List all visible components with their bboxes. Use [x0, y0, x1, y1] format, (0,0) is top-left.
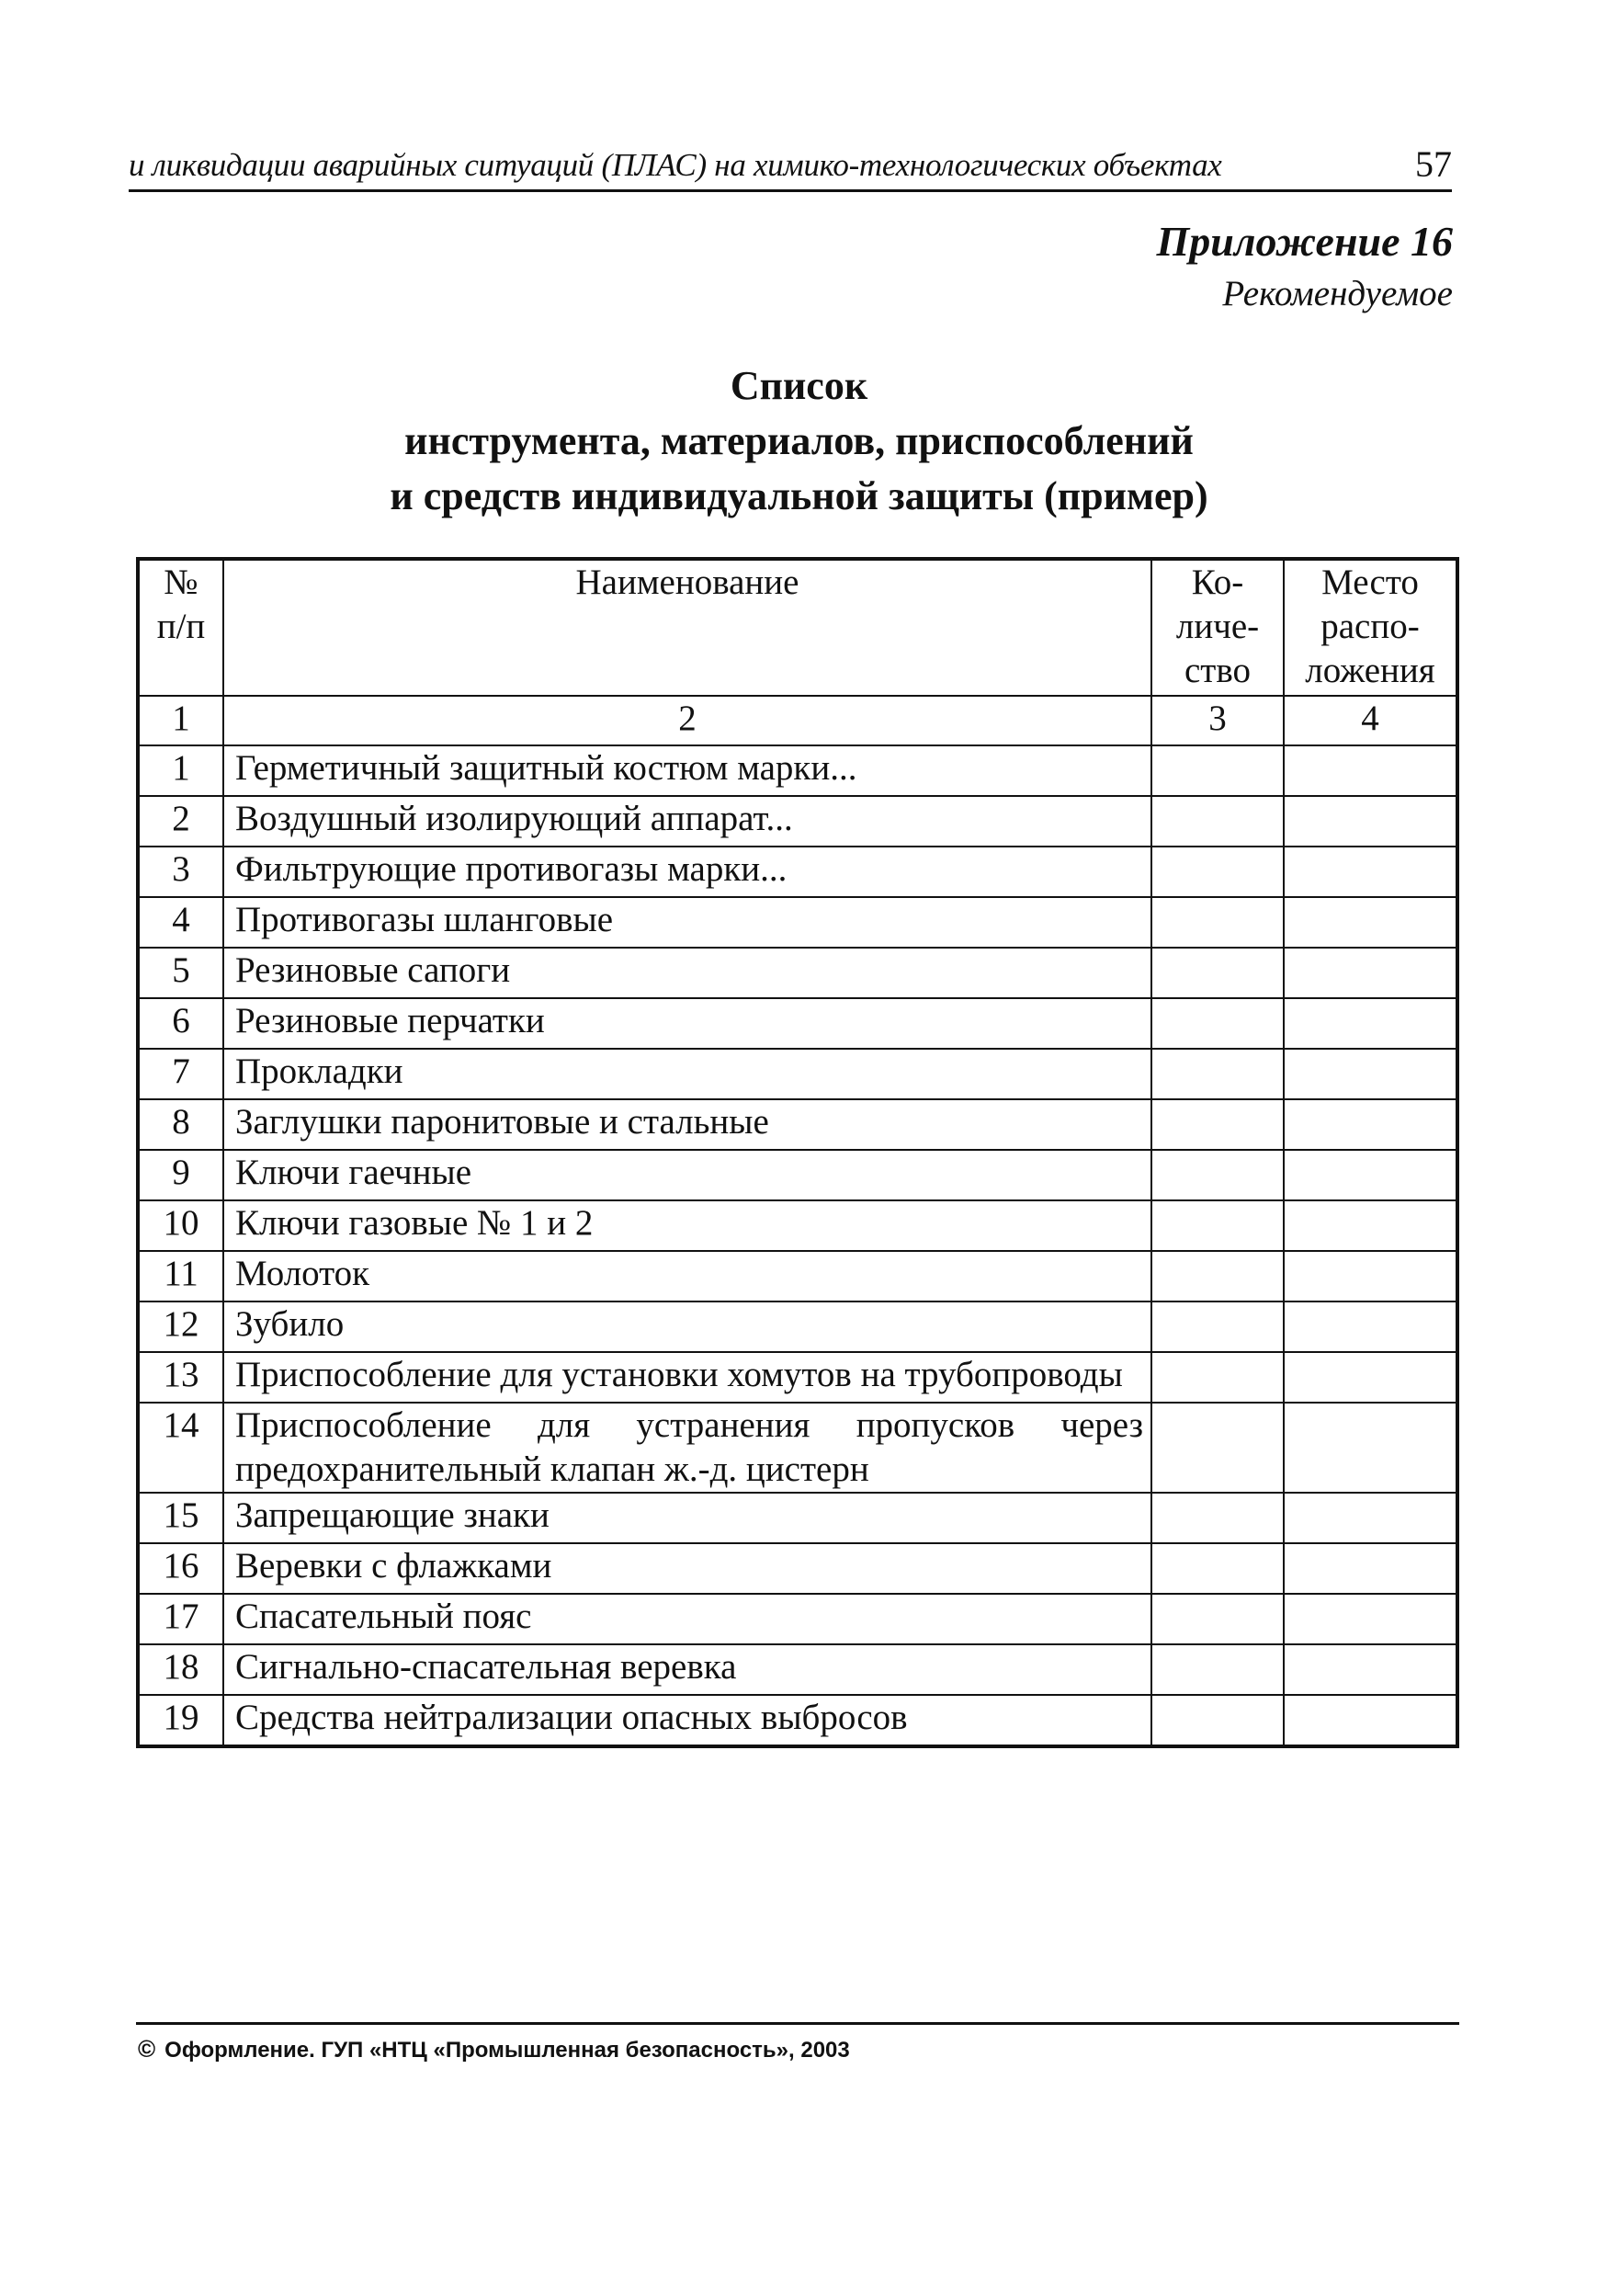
- row-name: Молоток: [223, 1251, 1151, 1301]
- row-number: 17: [138, 1594, 223, 1644]
- row-name: Приспособление для устранения пропусков через предохранительный клапан ж.-д. цистерн: [223, 1403, 1151, 1493]
- row-location: [1284, 1200, 1457, 1251]
- table-row: [138, 1200, 1457, 1251]
- row-quantity: [1151, 1543, 1284, 1594]
- row-name: Спасательный пояс: [223, 1594, 1151, 1644]
- row-quantity: [1151, 1644, 1284, 1695]
- row-location: [1284, 1251, 1457, 1301]
- row-location: [1284, 1695, 1457, 1746]
- footer-text: Оформление. ГУП «НТЦ «Промышленная безопасность», 2003: [164, 2038, 850, 2063]
- row-quantity: [1151, 897, 1284, 948]
- row-number: 15: [138, 1493, 223, 1543]
- row-location: [1284, 1644, 1457, 1695]
- row-name: Воздушный изолирующий аппарат...: [223, 796, 1151, 847]
- row-name: Резиновые перчатки: [223, 998, 1151, 1049]
- row-location: [1284, 998, 1457, 1049]
- title-line-1: Список: [730, 363, 868, 408]
- column-index: 1: [138, 696, 223, 745]
- row-number: 13: [138, 1352, 223, 1403]
- row-name: Приспособление для установки хомутов на трубопроводы: [223, 1352, 1151, 1403]
- row-number: 8: [138, 1099, 223, 1150]
- row-quantity: [1151, 847, 1284, 897]
- row-quantity: [1151, 1493, 1284, 1543]
- row-quantity: [1151, 1594, 1284, 1644]
- row-name: Противогазы шланговые: [223, 897, 1151, 948]
- row-number: 19: [138, 1695, 223, 1746]
- table-row: [138, 796, 1457, 847]
- row-location: [1284, 897, 1457, 948]
- row-name: Резиновые сапоги: [223, 948, 1151, 998]
- row-number: 7: [138, 1049, 223, 1099]
- table-row: [138, 1251, 1457, 1301]
- row-quantity: [1151, 1099, 1284, 1150]
- column-index-row: [138, 696, 1457, 745]
- row-quantity: [1151, 1301, 1284, 1352]
- row-location: [1284, 1403, 1457, 1493]
- row-name: Фильтрующие противогазы марки...: [223, 847, 1151, 897]
- row-location: [1284, 948, 1457, 998]
- row-number: 2: [138, 796, 223, 847]
- row-number: 4: [138, 897, 223, 948]
- row-location: [1284, 847, 1457, 897]
- row-name: Герметичный защитный костюм марки...: [223, 745, 1151, 796]
- table-row: [138, 1049, 1457, 1099]
- row-name: Заглушки паронитовые и стальные: [223, 1099, 1151, 1150]
- row-location: [1284, 1049, 1457, 1099]
- column-index: 4: [1284, 696, 1457, 745]
- document-title: [0, 358, 1598, 524]
- row-number: 3: [138, 847, 223, 897]
- table-row: [138, 745, 1457, 796]
- table-row: [138, 897, 1457, 948]
- copyright-icon: ©: [138, 2035, 156, 2063]
- row-quantity: [1151, 745, 1284, 796]
- running-title: и ликвидации аварийных ситуаций (ПЛАС) на химико-технологических объектах: [129, 147, 1222, 183]
- table-row: [138, 998, 1457, 1049]
- row-name: Запрещающие знаки: [223, 1493, 1151, 1543]
- row-location: [1284, 1543, 1457, 1594]
- row-location: [1284, 1493, 1457, 1543]
- row-name: Прокладки: [223, 1049, 1151, 1099]
- table-row: [138, 1403, 1457, 1493]
- title-line-3: и средств индивидуальной защиты (пример): [390, 473, 1208, 518]
- row-number: 9: [138, 1150, 223, 1200]
- row-number: 11: [138, 1251, 223, 1301]
- row-location: [1284, 796, 1457, 847]
- row-number: 14: [138, 1403, 223, 1493]
- header-qty: Ко-личе-ство: [1151, 559, 1284, 696]
- row-name: Сигнально-спасательная веревка: [223, 1644, 1151, 1695]
- table-row: [138, 948, 1457, 998]
- row-quantity: [1151, 1403, 1284, 1493]
- row-name: Зубило: [223, 1301, 1151, 1352]
- footer-copyright: [138, 2035, 850, 2063]
- row-name: Ключи гаечные: [223, 1150, 1151, 1200]
- title-line-2: инструмента, материалов, приспособлений: [404, 418, 1194, 463]
- table-row: [138, 1493, 1457, 1543]
- running-header: [129, 138, 1452, 192]
- column-index: 2: [223, 696, 1151, 745]
- row-quantity: [1151, 1150, 1284, 1200]
- table-row: [138, 1301, 1457, 1352]
- row-quantity: [1151, 1251, 1284, 1301]
- row-number: 18: [138, 1644, 223, 1695]
- column-index: 3: [1151, 696, 1284, 745]
- table-row: [138, 847, 1457, 897]
- row-quantity: [1151, 948, 1284, 998]
- row-number: 5: [138, 948, 223, 998]
- table-row: [138, 1352, 1457, 1403]
- appendix-title: Приложение 16: [1156, 218, 1453, 265]
- table-row: [138, 1543, 1457, 1594]
- row-number: 1: [138, 745, 223, 796]
- row-location: [1284, 745, 1457, 796]
- appendix-label: [1157, 213, 1453, 318]
- table-row: [138, 1644, 1457, 1695]
- row-name: Ключи газовые № 1 и 2: [223, 1200, 1151, 1251]
- row-location: [1284, 1099, 1457, 1150]
- appendix-subtitle: Рекомендуемое: [1222, 274, 1453, 313]
- table-header-row: [138, 559, 1457, 696]
- table-row: [138, 1099, 1457, 1150]
- row-quantity: [1151, 998, 1284, 1049]
- page-number: 57: [1415, 143, 1452, 185]
- table-row: [138, 1150, 1457, 1200]
- header-name: Наименование: [223, 559, 1151, 696]
- row-location: [1284, 1594, 1457, 1644]
- row-number: 10: [138, 1200, 223, 1251]
- row-number: 16: [138, 1543, 223, 1594]
- table-row: [138, 1594, 1457, 1644]
- table-body: [138, 745, 1457, 1746]
- items-table: [136, 557, 1459, 1748]
- row-name: Веревки с флажками: [223, 1543, 1151, 1594]
- row-quantity: [1151, 1049, 1284, 1099]
- row-quantity: [1151, 1352, 1284, 1403]
- row-number: 12: [138, 1301, 223, 1352]
- row-name: Средства нейтрализации опасных выбросов: [223, 1695, 1151, 1746]
- table-row: [138, 1695, 1457, 1746]
- row-location: [1284, 1301, 1457, 1352]
- row-location: [1284, 1150, 1457, 1200]
- row-number: 6: [138, 998, 223, 1049]
- row-location: [1284, 1352, 1457, 1403]
- header-num: № п/п: [138, 559, 223, 696]
- row-quantity: [1151, 1695, 1284, 1746]
- footer-rule: [136, 2022, 1459, 2025]
- row-quantity: [1151, 796, 1284, 847]
- header-location: Место распо-ложения: [1284, 559, 1457, 696]
- row-quantity: [1151, 1200, 1284, 1251]
